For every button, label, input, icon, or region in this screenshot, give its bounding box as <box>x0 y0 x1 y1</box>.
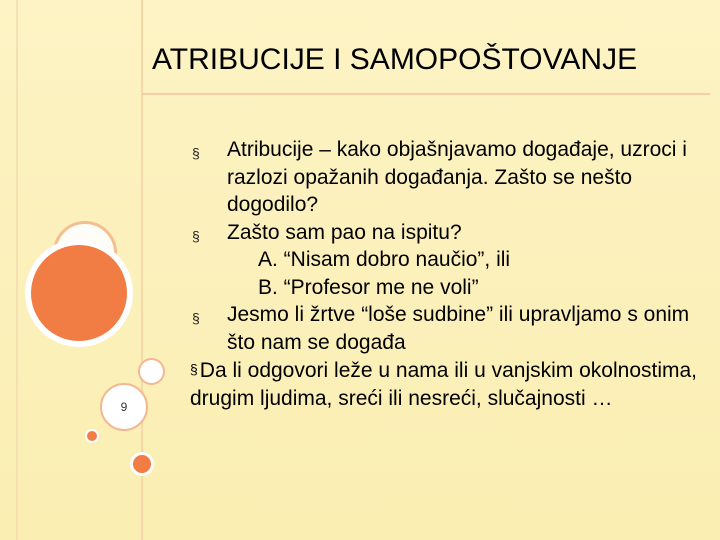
bullet-text: Da li odgovori leže u nama ili u vanjskim okolnostima, drugim ljudima, sreći ili nesreći, slučajnosti … <box>190 359 698 410</box>
bullet-icon: § <box>192 145 200 161</box>
bullet-list <box>190 136 700 412</box>
bullet-item <box>190 301 700 356</box>
bullet-item <box>190 219 700 247</box>
decor-dot-left <box>85 429 99 443</box>
title-rule <box>142 93 710 95</box>
bullet-item-inline <box>190 356 700 412</box>
left-border-line <box>16 0 18 540</box>
bullet-text: Zašto sam pao na ispitu? <box>227 220 462 244</box>
decor-dot-bottom <box>130 452 154 476</box>
slide-title: ATRIBUCIJE I SAMOPOŠTOVANJE <box>152 43 638 76</box>
page-number: 9 <box>120 400 128 414</box>
decor-circle-large <box>25 239 133 347</box>
bullet-text: Jesmo li žrtve “loše sudbine” ili upravljamo s onim što nam se događa <box>227 303 690 354</box>
bullet-icon: § <box>190 361 198 377</box>
sub-point: A. “Nisam dobro naučio”, ili <box>258 248 511 271</box>
bullet-text: Atribucije – kako objašnjavamo događaje, uzroci i razlozi opažanih događanja. Zašto se nešto dogodilo? <box>227 138 687 216</box>
bullet-icon: § <box>192 310 200 326</box>
bullet-icon: § <box>192 227 200 244</box>
decor-circle-small-ring <box>138 358 165 385</box>
sub-point: B. “Profesor me ne voli” <box>258 275 479 299</box>
bullet-item <box>190 136 700 219</box>
